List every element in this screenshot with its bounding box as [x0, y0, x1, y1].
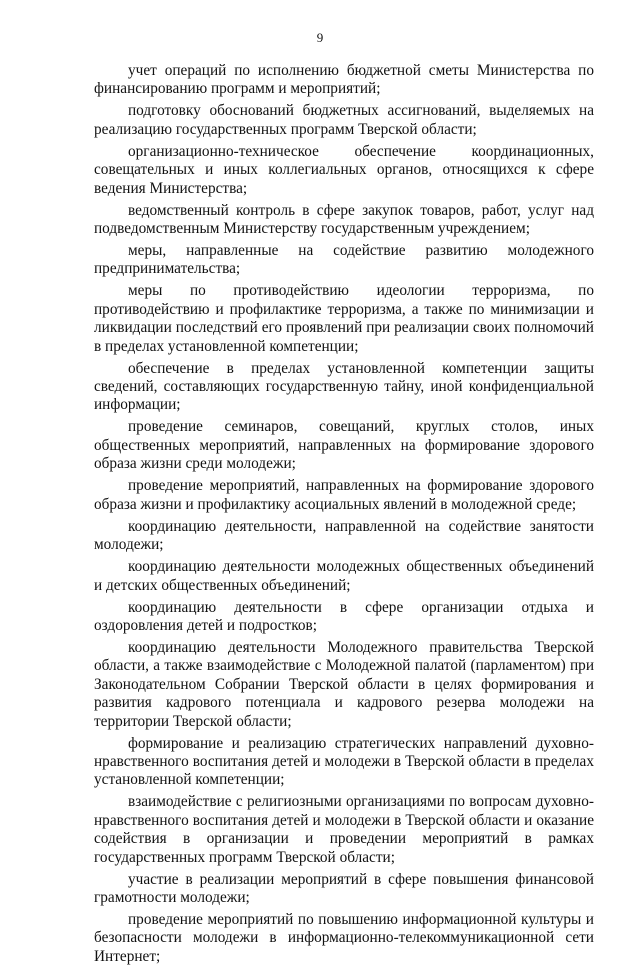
paragraph-children-recreation: координацию деятельности в сфере организации отдыха и оздоровления детей и подростков; — [94, 598, 594, 634]
paragraph-budget-allocations: подготовку обоснований бюджетных ассигнований, выделяемых на реализацию государственных программ Тверской области; — [94, 102, 594, 138]
paragraph-public-associations: координацию деятельности молодежных общественных объединений и детских общественных объединений; — [94, 558, 594, 594]
paragraph-budget-accounting: учет операций по исполнению бюджетной сметы Министерства по финансированию программ и мероприятий; — [94, 62, 594, 98]
paragraph-religious-organizations: взаимодействие с религиозными организациями по вопросам духовно-нравственного воспитания детей и молодежи в Тверской области и оказание содействия в организации и проведении мероприятий в рамках государственных программ Тверской области; — [94, 793, 594, 866]
paragraph-seminars: проведение семинаров, совещаний, круглых столов, иных общественных мероприятий, направленных на формирование здорового образа жизни среди молодежи; — [94, 418, 594, 473]
paragraph-youth-employment: координацию деятельности, направленной на содействие занятости молодежи; — [94, 517, 594, 554]
paragraph-procurement-control: ведомственный контроль в сфере закупок товаров, работ, услуг над подведомственным Министерству государственным учреждением; — [94, 201, 594, 238]
paragraph-state-secrets: обеспечение в пределах установленной компетенции защиты сведений, составляющих государственную тайну, иной конфиденциальной информации; — [94, 359, 594, 414]
paragraph-financial-literacy: участие в реализации мероприятий в сфере повышения финансовой грамотности молодежи; — [94, 870, 594, 906]
paragraph-healthy-lifestyle: проведение мероприятий, направленных на формирование здорового образа жизни и профилактику асоциальных явлений в молодежной среде; — [94, 477, 594, 513]
paragraph-youth-government: координацию деятельности Молодежного правительства Тверской области, а также взаимодействие с Молодежной палатой (парламентом) при Законодательном Собрании Тверской области в целях формирования и развития кадрового потенциала и кадрового резерва молодежи на территории Тверской области; — [94, 638, 594, 730]
paragraph-counter-terrorism: меры по противодействию идеологии терроризма, по противодействию и профилактике терроризма, а также по минимизации и ликвидации последствий его проявлений при реализации своих полномочий в пределах установленной компетенции; — [94, 282, 594, 355]
paragraph-collegial-bodies: организационно-техническое обеспечение координационных, совещательных и иных коллегиальных органов, относящихся к сфере ведения Министерства; — [94, 142, 594, 197]
page-number: 9 — [316, 30, 324, 45]
document-body — [94, 62, 594, 970]
paragraph-spiritual-education: формирование и реализацию стратегических направлений духовно-нравственного воспитания детей и молодежи в Тверской области в пределах установленной компетенции; — [94, 734, 594, 789]
paragraph-youth-entrepreneurship: меры, направленные на содействие развитию молодежного предпринимательства; — [94, 242, 594, 278]
paragraph-information-culture: проведение мероприятий по повышению информационной культуры и безопасности молодежи в информационно-телекоммуникационной сети Интернет; — [94, 910, 594, 965]
